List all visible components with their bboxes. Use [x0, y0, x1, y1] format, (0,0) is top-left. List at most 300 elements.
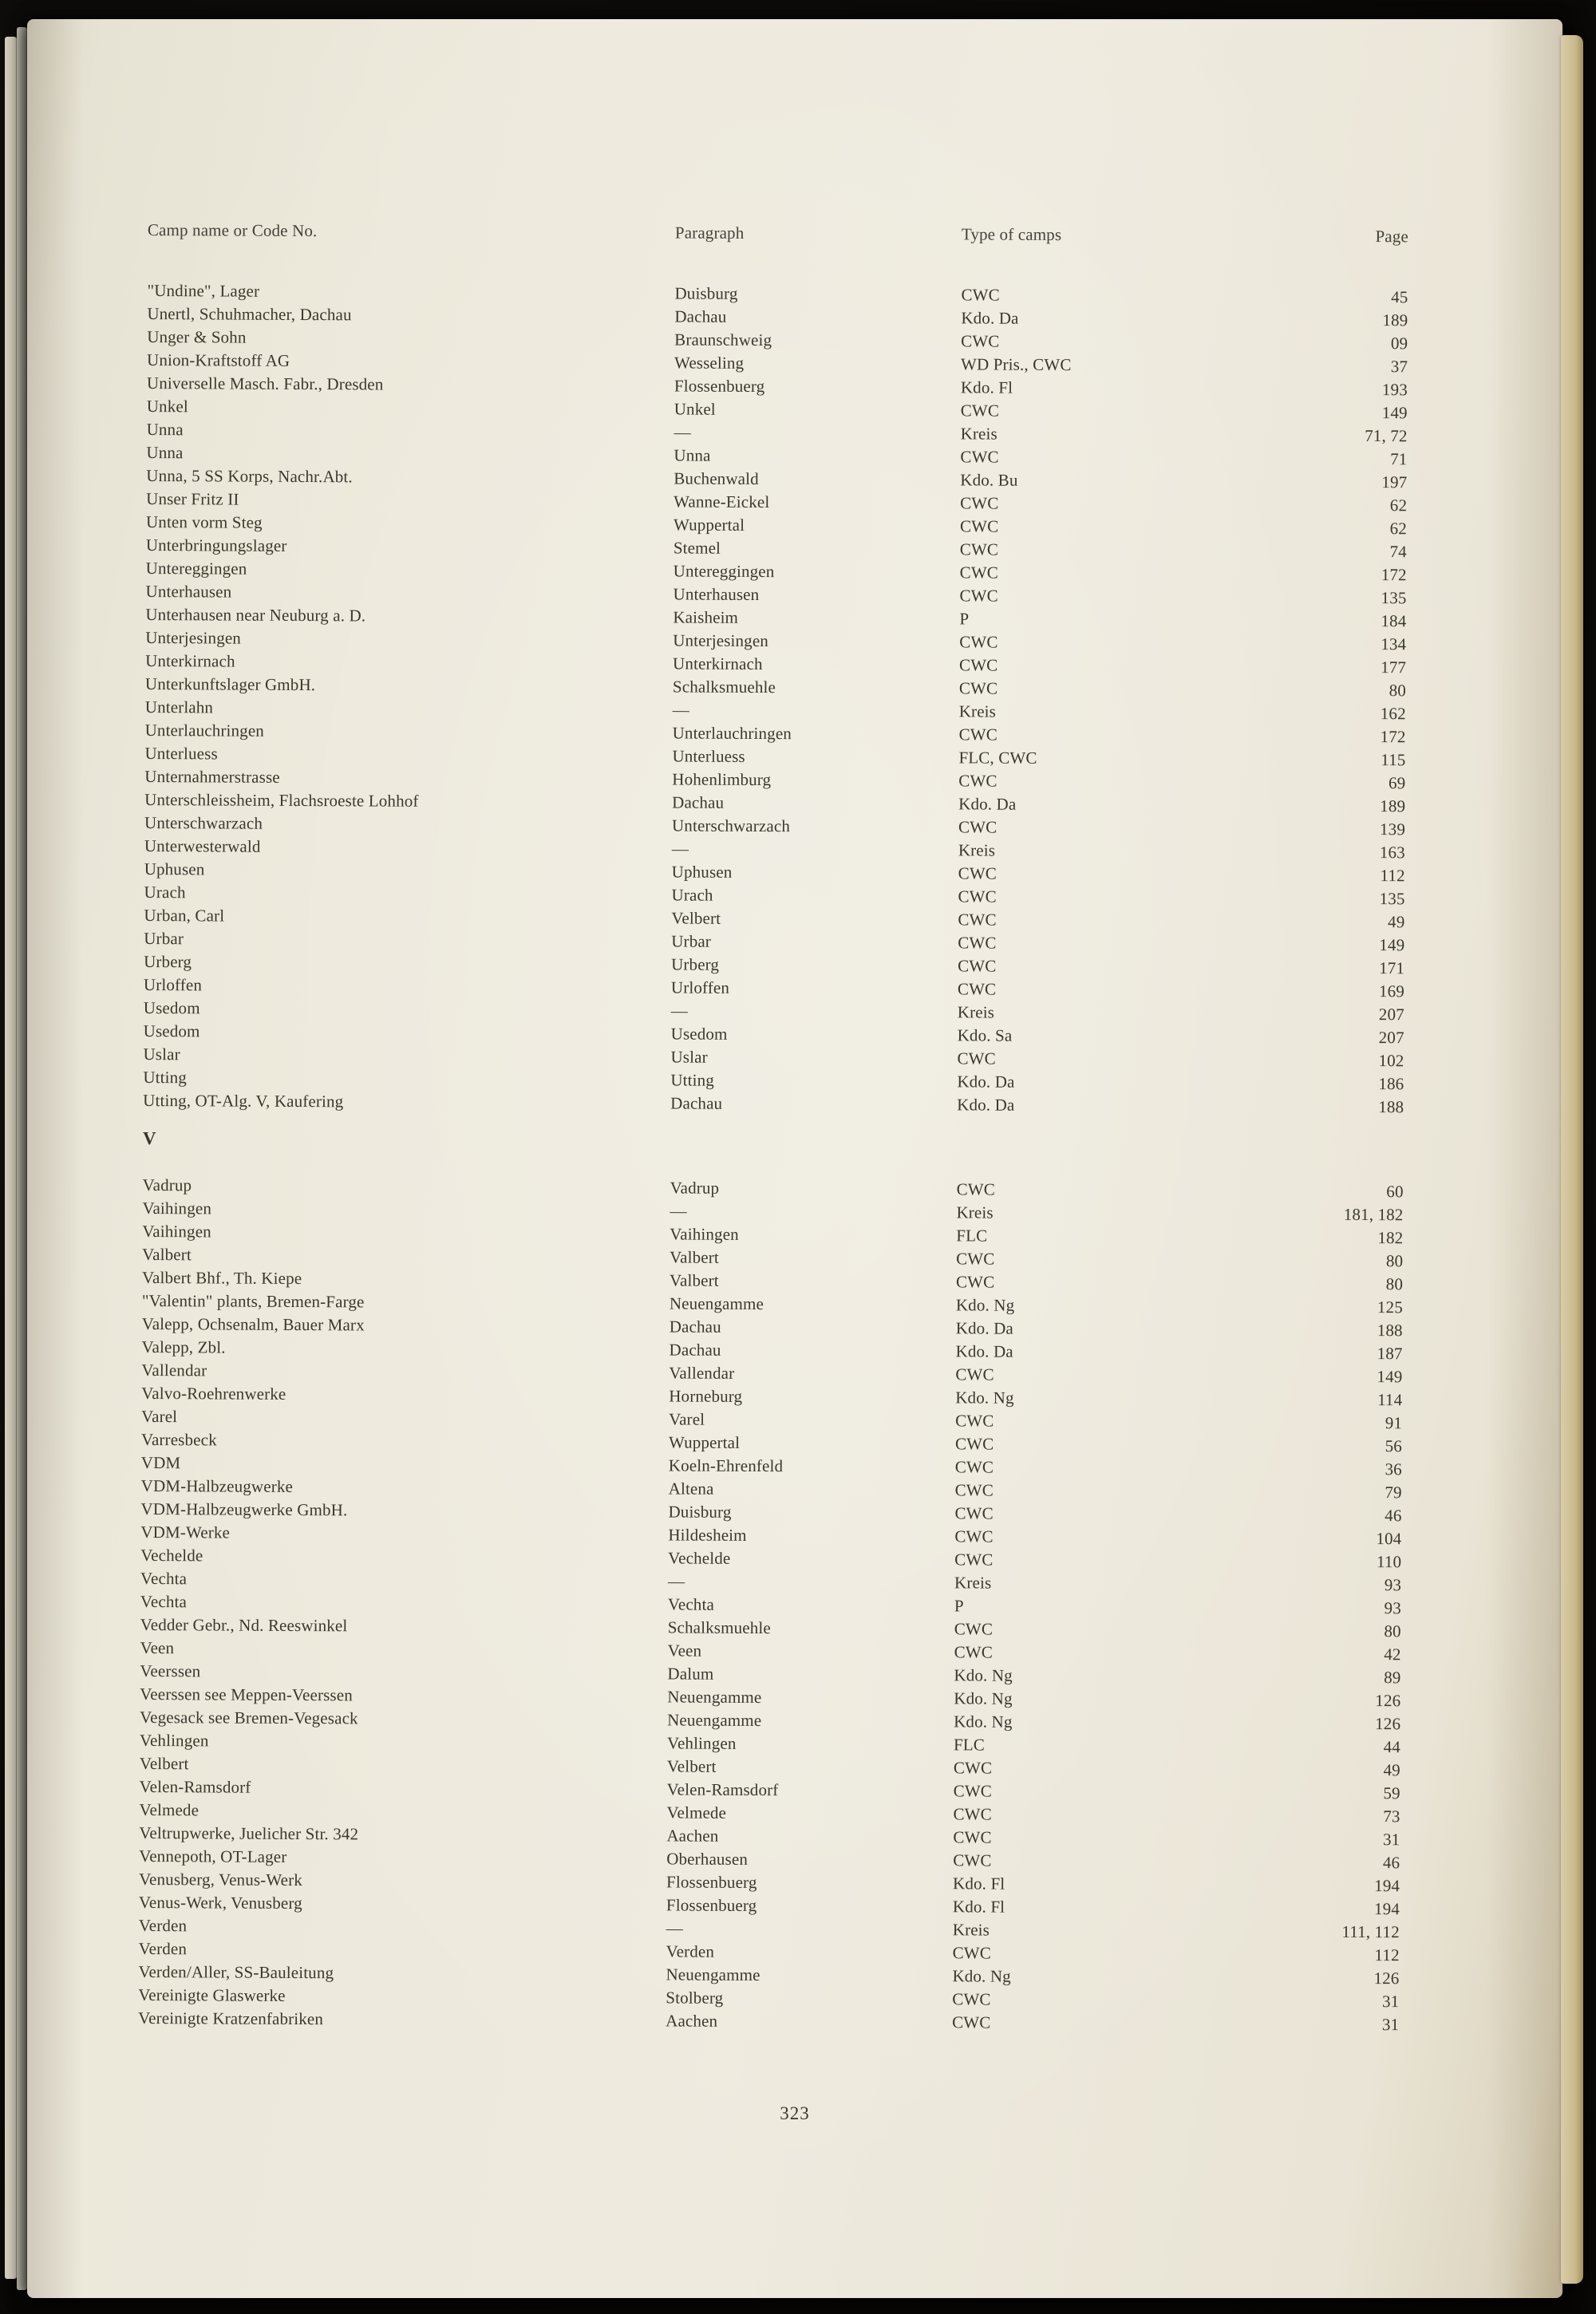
cell-camp-name: Veerssen see Meppen-Veerssen — [140, 1684, 353, 1705]
cell-page-number: 73 — [1383, 1807, 1400, 1826]
cell-type-of-camp: CWC — [952, 1989, 991, 2009]
cell-page-number: 111, 112 — [1341, 1921, 1400, 1942]
cell-page-number: 188 — [1378, 1097, 1404, 1117]
page-stack-edge — [17, 27, 26, 2290]
cell-paragraph: Utting — [670, 1070, 714, 1090]
cell-paragraph: Unterschwarzach — [671, 815, 791, 836]
cell-paragraph: Velmede — [666, 1803, 727, 1822]
header-paragraph: Paragraph — [674, 223, 745, 243]
cell-paragraph: — — [670, 1201, 687, 1221]
cell-paragraph: — — [672, 700, 690, 720]
cell-camp-name: Veltrupwerke, Juelicher Str. 342 — [139, 1822, 359, 1844]
cell-type-of-camp: CWC — [956, 1249, 995, 1269]
cell-camp-name: Unterhausen — [145, 581, 232, 602]
cell-camp-name: Verden — [138, 1938, 188, 1959]
cell-page-number: 177 — [1381, 657, 1407, 677]
cell-paragraph: Neuengamme — [666, 1965, 760, 1985]
table-body — [138, 1174, 1404, 2036]
cell-type-of-camp: P — [959, 609, 970, 629]
cell-page-number: 62 — [1389, 496, 1408, 515]
cell-camp-name: Valbert Bhf., Th. Kiepe — [141, 1267, 302, 1289]
cell-page-number: 181, 182 — [1343, 1204, 1404, 1225]
cell-type-of-camp: CWC — [961, 331, 1000, 351]
cell-paragraph: Hohenlimburg — [672, 769, 772, 790]
cell-paragraph: Dachau — [674, 306, 727, 326]
cell-paragraph: Hildesheim — [668, 1525, 747, 1545]
cell-camp-name: Union-Kraftstoff AG — [147, 349, 290, 370]
cell-camp-name: Untereggingen — [145, 558, 247, 578]
cell-page-number: 172 — [1380, 727, 1406, 747]
cell-type-of-camp: CWC — [958, 956, 997, 976]
cell-page-number: 80 — [1385, 1251, 1404, 1271]
cell-type-of-camp: Kdo. Ng — [955, 1388, 1014, 1408]
cell-type-of-camp: CWC — [958, 771, 998, 791]
cell-type-of-camp: CWC — [954, 1480, 994, 1500]
cell-paragraph: Vaihingen — [670, 1224, 739, 1244]
cell-camp-name: Unger & Sohn — [147, 326, 247, 347]
cell-paragraph: Flossenbuerg — [674, 376, 765, 397]
cell-page-number: 49 — [1388, 912, 1405, 932]
cell-type-of-camp: CWC — [955, 1364, 994, 1384]
cell-type-of-camp: CWC — [954, 1503, 994, 1523]
cell-type-of-camp: CWC — [953, 1804, 992, 1824]
cell-type-of-camp: Kdo. Fl — [952, 1897, 1005, 1917]
cell-paragraph: — — [666, 1918, 684, 1938]
cell-paragraph: Flossenbuerg — [666, 1895, 757, 1916]
cell-page-number: 80 — [1389, 681, 1406, 701]
cell-type-of-camp: CWC — [958, 817, 998, 837]
page-number: 323 — [780, 2103, 810, 2123]
cell-paragraph: Velbert — [671, 908, 721, 928]
cell-page-number: 102 — [1378, 1051, 1404, 1071]
cell-page-number: 46 — [1382, 1853, 1400, 1873]
cell-camp-name: Varel — [141, 1406, 178, 1427]
cell-page-number: 149 — [1381, 403, 1408, 423]
cell-page-number: 71 — [1390, 449, 1408, 469]
cell-camp-name: Venusberg, Venus-Werk — [139, 1869, 302, 1890]
cell-camp-name: Utting — [143, 1067, 188, 1088]
cell-camp-name: Verden/Aller, SS-Bauleitung — [138, 1961, 334, 1983]
cell-page-number: 135 — [1381, 588, 1407, 608]
fore-edge — [1561, 35, 1583, 2284]
cell-type-of-camp: Kreis — [952, 1920, 990, 1940]
cell-paragraph: Vechelde — [668, 1548, 731, 1568]
cell-camp-name: Unterhausen near Neuburg a. D. — [145, 604, 366, 626]
cell-paragraph: Wanne-Eickel — [674, 492, 770, 512]
cell-paragraph: Unterjesingen — [673, 630, 769, 651]
cell-paragraph: — — [670, 1001, 689, 1021]
cell-paragraph: Unterkirnach — [673, 654, 763, 674]
cell-camp-name: Vereinigte Kratzenfabriken — [138, 2008, 324, 2029]
cell-camp-name: Urban, Carl — [144, 905, 225, 926]
cell-page-number: 149 — [1379, 935, 1405, 955]
cell-paragraph: Uphusen — [671, 862, 733, 882]
cell-camp-name: Valbert — [142, 1244, 192, 1265]
cell-type-of-camp: FLC — [953, 1735, 986, 1755]
cell-camp-name: Usedom — [143, 997, 200, 1018]
cell-camp-name: Vadrup — [142, 1175, 192, 1195]
cell-camp-name: Vedder Gebr., Nd. Reeswinkel — [140, 1614, 348, 1636]
cell-type-of-camp: Kdo. Da — [955, 1318, 1013, 1338]
cell-paragraph: Buchenwald — [674, 468, 759, 489]
cell-paragraph: Unkel — [674, 399, 716, 419]
cell-camp-name: "Valentin" plants, Bremen-Farge — [141, 1290, 365, 1312]
cell-page-number: 104 — [1376, 1529, 1402, 1549]
cell-camp-name: Unna, 5 SS Korps, Nachr.Abt. — [146, 465, 353, 487]
cell-camp-name: Unser Fritz II — [146, 488, 239, 509]
cell-page-number: 60 — [1386, 1182, 1404, 1202]
cell-paragraph: Velen-Ramsdorf — [666, 1779, 779, 1800]
cell-camp-name: Urloffen — [143, 974, 203, 995]
cell-paragraph: Stolberg — [666, 1988, 724, 2008]
cell-page-number: 62 — [1389, 519, 1408, 539]
header-type-of-camps: Type of camps — [961, 224, 1062, 244]
cell-page-number: 149 — [1377, 1367, 1403, 1387]
table-body — [143, 279, 1408, 1119]
cell-paragraph: — — [674, 422, 691, 442]
cell-page-number: 126 — [1375, 1691, 1401, 1711]
cell-page-number: 125 — [1377, 1297, 1403, 1317]
cell-type-of-camp: Kreis — [954, 1573, 992, 1593]
cell-camp-name: Valvo-Roehrenwerke — [141, 1383, 286, 1404]
cell-type-of-camp: P — [954, 1596, 964, 1616]
cell-camp-name: Urbar — [144, 928, 184, 949]
cell-camp-name: Varresbeck — [140, 1429, 217, 1450]
cell-type-of-camp: CWC — [954, 1550, 994, 1570]
cell-paragraph: Vallendar — [669, 1363, 735, 1383]
cell-type-of-camp: Kdo. Ng — [954, 1712, 1013, 1732]
cell-page-number: 71, 72 — [1365, 425, 1408, 446]
cell-type-of-camp: CWC — [957, 1048, 996, 1068]
cell-page-number: 49 — [1383, 1760, 1400, 1780]
cell-camp-name: Vaihingen — [142, 1221, 211, 1242]
cell-paragraph: Dachau — [670, 1093, 723, 1113]
cell-camp-name: Unterwesterwald — [144, 835, 261, 856]
cell-paragraph: Stemel — [673, 538, 721, 558]
cell-type-of-camp: CWC — [952, 2012, 991, 2032]
cell-paragraph: Velbert — [666, 1756, 717, 1776]
cell-page-number: 187 — [1377, 1344, 1403, 1364]
cell-type-of-camp: Kdo. Da — [958, 794, 1017, 814]
cell-type-of-camp: CWC — [954, 1434, 994, 1454]
cell-paragraph: Braunschweig — [674, 330, 772, 350]
cell-paragraph: Altena — [668, 1479, 714, 1499]
cell-camp-name: Unterluess — [144, 743, 218, 764]
cell-type-of-camp: Kreis — [957, 1002, 995, 1022]
cell-paragraph: Untereggingen — [673, 561, 775, 582]
cell-camp-name: Unterkirnach — [145, 650, 235, 671]
cell-page-number: 189 — [1382, 310, 1408, 330]
cell-type-of-camp: Kdo. Ng — [954, 1665, 1013, 1685]
cell-type-of-camp: CWC — [958, 863, 998, 883]
cell-paragraph: — — [671, 839, 689, 859]
cell-camp-name: Unterschwarzach — [144, 812, 263, 833]
cell-camp-name: Vennepoth, OT-Lager — [139, 1846, 287, 1866]
cell-paragraph: Verden — [666, 1941, 715, 1961]
cell-paragraph: Neuengamme — [667, 1687, 762, 1708]
book-page — [27, 19, 1562, 2298]
cell-page-number: 139 — [1379, 819, 1406, 839]
cell-camp-name: Vaihingen — [142, 1198, 212, 1218]
cell-camp-name: Vechelde — [140, 1545, 203, 1566]
cell-camp-name: Verden — [138, 1915, 188, 1936]
cell-paragraph: Aachen — [666, 1826, 719, 1846]
cell-page-number: 36 — [1385, 1459, 1402, 1479]
cell-paragraph: Dachau — [669, 1317, 721, 1337]
cell-page-number: 114 — [1377, 1390, 1403, 1410]
cell-page-number: 42 — [1384, 1645, 1401, 1664]
cell-page-number: 80 — [1385, 1274, 1404, 1294]
cell-page-number: 37 — [1390, 357, 1408, 377]
cell-type-of-camp: CWC — [953, 1781, 993, 1801]
cell-type-of-camp: CWC — [958, 725, 998, 744]
cell-camp-name: Veerssen — [140, 1660, 201, 1681]
cell-page-number: 79 — [1385, 1483, 1402, 1503]
cell-camp-name: Velmede — [139, 1799, 200, 1820]
cell-paragraph: Aachen — [666, 2011, 718, 2031]
cell-paragraph: Kaisheim — [673, 607, 739, 627]
cell-page-number: 126 — [1373, 1968, 1400, 1988]
cell-type-of-camp: CWC — [954, 1526, 994, 1546]
cell-paragraph: Unterlauchringen — [672, 723, 792, 744]
cell-type-of-camp: CWC — [954, 1642, 993, 1662]
cell-camp-name: Vegesack see Bremen-Vegesack — [140, 1707, 358, 1728]
cell-page-number: 31 — [1383, 1830, 1400, 1850]
cell-paragraph: Unterluess — [672, 746, 745, 766]
cell-page-number: 182 — [1377, 1228, 1404, 1248]
cell-page-number: 184 — [1381, 611, 1407, 631]
cell-paragraph: Valbert — [670, 1247, 719, 1267]
camp-index-content — [138, 219, 1408, 2036]
cell-page-number: 134 — [1381, 634, 1407, 654]
cell-paragraph: — — [668, 1571, 685, 1591]
cell-type-of-camp: CWC — [960, 493, 999, 513]
cell-page-number: 31 — [1381, 2015, 1400, 2035]
cell-camp-name: VDM-Halbzeugwerke GmbH. — [140, 1499, 348, 1520]
cell-type-of-camp: CWC — [958, 933, 997, 953]
cell-paragraph: Horneburg — [669, 1386, 743, 1406]
cell-type-of-camp: Kdo. Ng — [955, 1295, 1015, 1315]
cell-camp-name: Unternahmerstrasse — [144, 766, 280, 787]
cell-camp-name: VDM — [140, 1452, 181, 1473]
cell-type-of-camp: CWC — [959, 539, 999, 559]
cell-paragraph: Dachau — [669, 1340, 721, 1360]
cell-type-of-camp: CWC — [960, 401, 1000, 421]
cell-camp-name: Velbert — [139, 1753, 189, 1774]
cell-page-number: 80 — [1384, 1621, 1401, 1641]
cell-page-number: 207 — [1378, 1028, 1404, 1048]
cell-camp-name: Unna — [146, 442, 184, 463]
cell-paragraph: Uslar — [670, 1047, 708, 1067]
section-letter: V — [142, 1127, 156, 1149]
cell-page-number: 193 — [1381, 380, 1408, 400]
cell-paragraph: Koeln-Ehrenfeld — [668, 1455, 784, 1476]
cell-type-of-camp: CWC — [961, 285, 1000, 305]
cell-page-number: 186 — [1378, 1074, 1404, 1094]
cell-page-number: 110 — [1376, 1552, 1402, 1572]
cell-page-number: 56 — [1385, 1436, 1403, 1456]
cell-page-number: 162 — [1380, 704, 1406, 724]
cell-paragraph: Unterhausen — [673, 584, 760, 605]
cell-type-of-camp: CWC — [960, 447, 999, 467]
cell-type-of-camp: CWC — [959, 563, 999, 582]
cell-page-number: 74 — [1389, 542, 1407, 562]
cell-page-number: 93 — [1384, 1575, 1402, 1595]
cell-camp-name: Vallendar — [141, 1360, 207, 1380]
cell-type-of-camp: Kdo. Ng — [954, 1688, 1013, 1708]
cell-camp-name: Unterkunftslager GmbH. — [144, 673, 316, 695]
cell-page-number: 112 — [1380, 866, 1405, 886]
cell-camp-name: VDM-Werke — [140, 1522, 231, 1542]
cell-type-of-camp: Kreis — [958, 840, 996, 860]
cell-paragraph: Urbar — [671, 931, 712, 951]
cell-camp-name: Urach — [144, 882, 186, 902]
cell-paragraph: Veen — [667, 1641, 702, 1660]
cell-type-of-camp: Kreis — [956, 1202, 994, 1222]
cell-page-number: 59 — [1383, 1783, 1400, 1803]
cell-type-of-camp: FLC, CWC — [958, 748, 1037, 768]
cell-type-of-camp: CWC — [959, 632, 998, 652]
cell-type-of-camp: Kdo. Ng — [952, 1966, 1011, 1986]
cell-camp-name: Unterlahn — [144, 697, 214, 717]
cell-camp-name: Uphusen — [144, 859, 205, 879]
page-stack-edge — [5, 37, 16, 2279]
cell-paragraph: Neuengamme — [667, 1710, 762, 1731]
cell-page-number: 45 — [1391, 287, 1408, 307]
cell-camp-name: "Undine", Lager — [147, 280, 260, 301]
cell-type-of-camp: Kreis — [958, 701, 997, 721]
cell-paragraph: Duisburg — [668, 1502, 732, 1522]
cell-camp-name: Unertl, Schuhmacher, Dachau — [147, 303, 352, 325]
cell-paragraph: Urloffen — [670, 977, 730, 997]
cell-type-of-camp: Kdo. Da — [957, 1095, 1015, 1115]
cell-camp-name: Vechta — [140, 1568, 188, 1589]
cell-paragraph: Urach — [671, 885, 713, 905]
cell-camp-name: Unkel — [146, 396, 188, 417]
cell-camp-name: Unna — [146, 419, 184, 440]
cell-type-of-camp: CWC — [955, 1272, 995, 1292]
cell-camp-name: Valepp, Ochsenalm, Bauer Marx — [141, 1313, 365, 1335]
cell-paragraph: Urberg — [671, 954, 720, 974]
cell-type-of-camp: CWC — [958, 910, 997, 930]
cell-page-number: 46 — [1385, 1506, 1402, 1526]
cell-type-of-camp: CWC — [959, 655, 998, 675]
cell-type-of-camp: CWC — [954, 1457, 994, 1477]
cell-type-of-camp: Kdo. Sa — [957, 1025, 1013, 1045]
cell-type-of-camp: Kdo. Fl — [953, 1874, 1005, 1893]
cell-camp-name: Unterbringungslager — [145, 535, 287, 555]
cell-page-number: 93 — [1384, 1598, 1401, 1618]
table-sections — [138, 279, 1408, 2036]
cell-page-number: 207 — [1378, 1005, 1404, 1025]
cell-camp-name: Urberg — [144, 951, 192, 972]
cell-paragraph: Vehlingen — [666, 1733, 737, 1753]
cell-page-number: 169 — [1378, 981, 1405, 1001]
cell-camp-name: Usedom — [143, 1021, 200, 1041]
cell-paragraph: Wuppertal — [673, 515, 745, 535]
cell-camp-name: Velen-Ramsdorf — [139, 1776, 251, 1797]
cell-page-number: 91 — [1385, 1413, 1403, 1433]
cell-type-of-camp: Kdo. Fl — [960, 377, 1013, 397]
cell-camp-name: Unterjesingen — [145, 627, 242, 648]
cell-page-number: 69 — [1388, 773, 1406, 793]
cell-type-of-camp: CWC — [956, 1179, 996, 1199]
cell-camp-name: Utting, OT-Alg. V, Kaufering — [143, 1090, 344, 1112]
cell-page-number: 171 — [1379, 958, 1405, 978]
cell-paragraph: Vechta — [667, 1594, 715, 1614]
cell-paragraph: Neuengamme — [669, 1293, 764, 1314]
cell-paragraph: Dachau — [672, 792, 725, 812]
cell-camp-name: VDM-Halbzeugwerke — [140, 1475, 294, 1496]
cell-paragraph: Flossenbuerg — [666, 1872, 757, 1893]
cell-paragraph: Valbert — [669, 1270, 719, 1290]
cell-camp-name: Vehlingen — [139, 1730, 209, 1751]
cell-camp-name: Unterlauchringen — [144, 720, 265, 740]
cell-type-of-camp: CWC — [958, 678, 998, 698]
cell-type-of-camp: CWC — [958, 887, 997, 906]
cell-type-of-camp: CWC — [953, 1850, 992, 1870]
cell-paragraph: Varel — [669, 1409, 705, 1429]
cell-paragraph: Oberhausen — [666, 1849, 749, 1869]
cell-page-number: 135 — [1379, 889, 1405, 909]
cell-paragraph: Usedom — [670, 1024, 728, 1044]
cell-page-number: 44 — [1383, 1737, 1401, 1757]
cell-type-of-camp: CWC — [959, 516, 999, 536]
cell-camp-name: Veen — [140, 1637, 175, 1658]
cell-camp-name: Vechta — [140, 1591, 188, 1612]
cell-type-of-camp: CWC — [953, 1827, 992, 1847]
cell-type-of-camp: Kdo. Da — [961, 308, 1019, 328]
cell-page-number: 115 — [1381, 750, 1406, 770]
cell-type-of-camp: CWC — [953, 1758, 993, 1778]
table-header — [148, 219, 1408, 248]
cell-type-of-camp: Kreis — [960, 424, 998, 444]
cell-page-number: 89 — [1384, 1668, 1401, 1688]
cell-page-number: 09 — [1390, 334, 1408, 353]
cell-type-of-camp: FLC — [956, 1226, 988, 1246]
cell-type-of-camp: CWC — [957, 979, 997, 999]
cell-camp-name: Valepp, Zbl. — [141, 1337, 226, 1357]
cell-camp-name: Unterschleissheim, Flachsroeste Lohhof — [144, 789, 419, 811]
cell-page-number: 172 — [1381, 565, 1407, 585]
cell-page-number: 31 — [1381, 1992, 1400, 2012]
cell-type-of-camp: WD Pris., CWC — [960, 354, 1072, 375]
cell-paragraph: Wuppertal — [668, 1432, 741, 1452]
cell-type-of-camp: Kdo. Da — [957, 1072, 1015, 1092]
cell-paragraph: Unna — [674, 445, 711, 465]
cell-camp-name: Universelle Masch. Fabr., Dresden — [146, 373, 384, 394]
cell-type-of-camp: Kdo. Bu — [960, 470, 1018, 490]
cell-paragraph: Schalksmuehle — [667, 1617, 771, 1638]
cell-paragraph: Duisburg — [674, 283, 738, 303]
cell-page-number: 126 — [1375, 1714, 1401, 1734]
cell-type-of-camp: CWC — [954, 1619, 994, 1639]
cell-page-number: 112 — [1374, 1945, 1400, 1965]
cell-page-number: 163 — [1379, 843, 1405, 863]
cell-paragraph: Vadrup — [670, 1178, 720, 1198]
header-page: Page — [1375, 227, 1408, 247]
cell-type-of-camp: CWC — [952, 1943, 991, 1963]
cell-paragraph: Dalum — [667, 1664, 714, 1684]
header-camp-name: Camp name or Code No. — [147, 219, 318, 241]
cell-paragraph: Schalksmuehle — [672, 677, 776, 697]
cell-paragraph: Wesseling — [674, 353, 745, 373]
cell-page-number: 197 — [1381, 472, 1408, 492]
cell-camp-name: Uslar — [143, 1044, 180, 1064]
cell-type-of-camp: CWC — [955, 1411, 994, 1431]
cell-camp-name: Venus-Werk, Venusberg — [138, 1892, 302, 1913]
cell-page-number: 194 — [1374, 1876, 1400, 1896]
